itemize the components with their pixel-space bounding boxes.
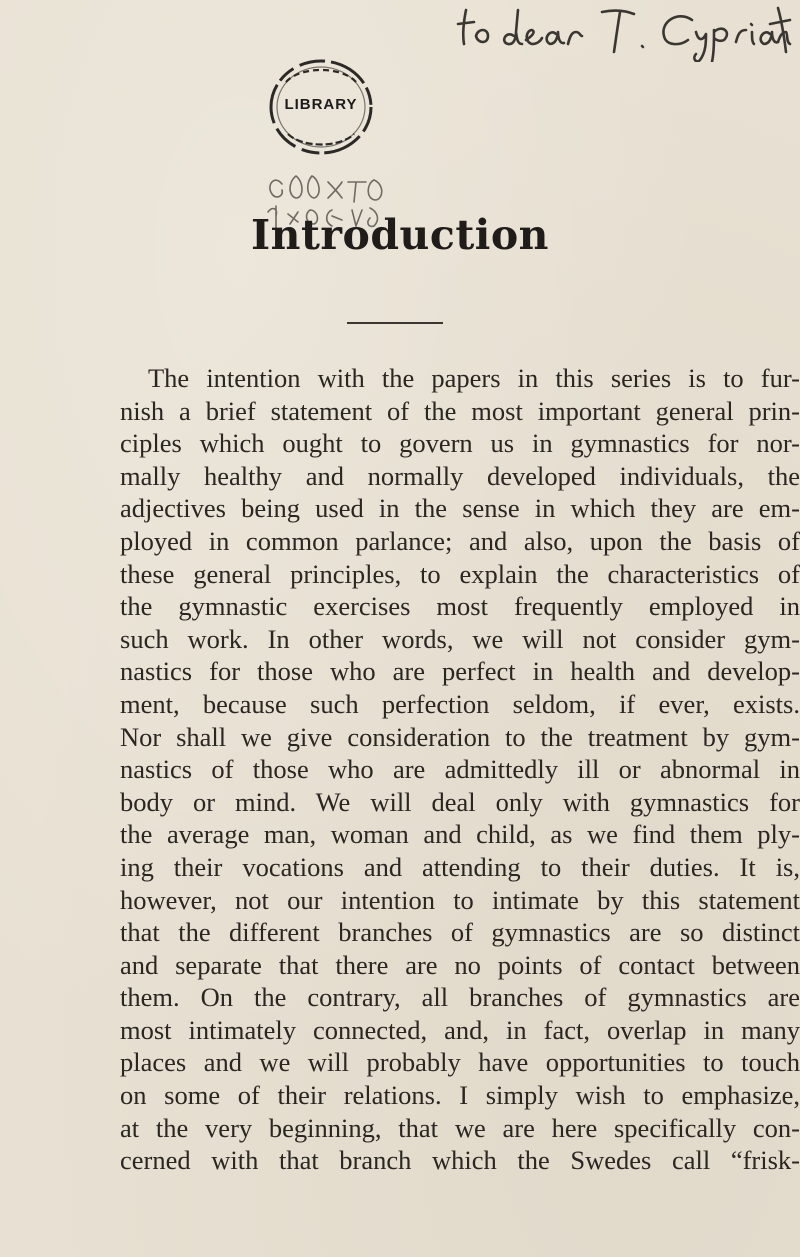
text-line: ment, because such perfection seldom, if ever, exists.: [120, 688, 800, 719]
text-line: ing their vocations and attending to their duties. It is,: [120, 851, 800, 882]
handwritten-inscription: [452, 2, 792, 62]
body-paragraph: [120, 362, 800, 1177]
chapter-title: Introduction: [251, 211, 549, 259]
text-line: most intimately connected, and, in fact, overlap in many: [120, 1014, 800, 1045]
text-line: the gymnastic exercises most frequently employed in: [120, 591, 800, 622]
stamp-label: LIBRARY: [284, 96, 358, 113]
text-line: The intention with the papers in this series is to fur-: [148, 363, 800, 393]
text-line: Nor shall we give consideration to the treatment by gym-: [120, 721, 800, 752]
text-line: nastics for those who are perfect in health and develop-: [120, 656, 800, 687]
text-line: and separate that there are no points of contact between: [120, 949, 800, 980]
text-line: them. On the contrary, all branches of gymnastics are: [120, 982, 800, 1013]
text-line: body or mind. We will deal only with gymnastics for: [120, 786, 800, 817]
text-line: cerned with that branch which the Swedes call “frisk-: [120, 1145, 800, 1176]
text-line: nastics of those who are admittedly ill or abnormal in: [120, 754, 800, 785]
text-line: places and we will probably have opportunities to touch: [120, 1047, 800, 1078]
text-line: ciples which ought to govern us in gymnastics for nor-: [120, 428, 800, 459]
text-line: ployed in common parlance; and also, upon the basis of: [120, 525, 800, 556]
text-line: adjectives being used in the sense in which they are em-: [120, 493, 800, 524]
text-line: such work. In other words, we will not consider gym-: [120, 623, 800, 654]
text-line: at the very beginning, that we are here specifically con-: [120, 1112, 800, 1143]
text-line: that the different branches of gymnastics are so distinct: [120, 917, 800, 948]
text-line: these general principles, to explain the characteristics of: [120, 558, 800, 589]
library-stamp: [262, 52, 380, 162]
text-line: on some of their relations. I simply wish to emphasize,: [120, 1080, 800, 1111]
text-line: however, not our intention to intimate by this statement: [120, 884, 800, 915]
text-line: mally healthy and normally developed individuals, the: [120, 460, 800, 491]
text-line: nish a brief statement of the most important general prin-: [120, 395, 800, 426]
title-divider: [347, 322, 443, 324]
text-line: the average man, woman and child, as we find them ply-: [120, 819, 800, 850]
